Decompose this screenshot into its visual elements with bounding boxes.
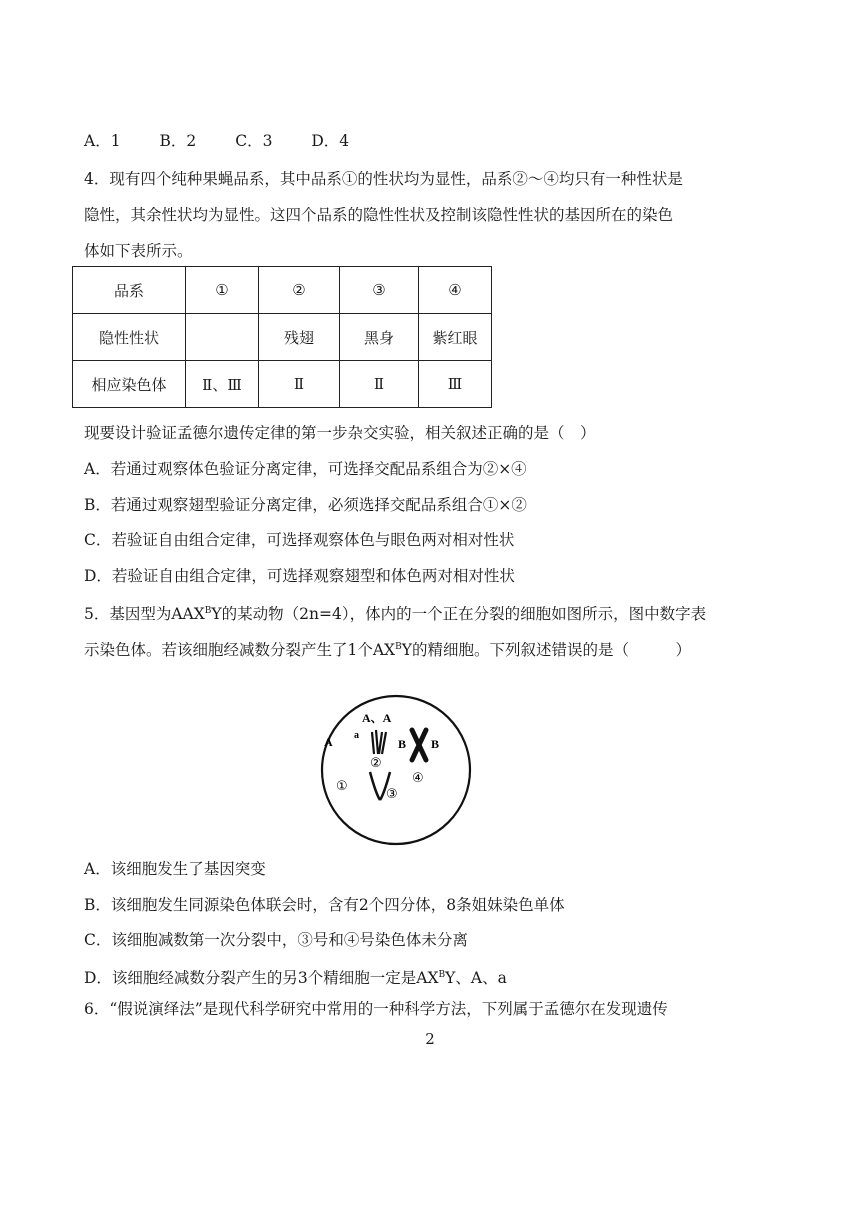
- label-small-a: a: [354, 730, 359, 741]
- table-cell: 相应染色体: [73, 361, 186, 408]
- table-cell: Ⅲ: [419, 361, 492, 408]
- q5-line2: 示染色体。若该细胞经减数分裂产生了1个$AX^BY$的精细胞。下列叙述错误的是（ ）: [84, 641, 691, 660]
- table-row: [73, 314, 492, 361]
- q4-line2: 隐性，其余性状均为显性。这四个品系的隐性性状及控制该隐性性状的基因所在的染色: [84, 206, 674, 224]
- label-a-left: A: [324, 735, 333, 749]
- table-cell: Ⅱ: [259, 361, 340, 408]
- choice-c: C．3: [235, 132, 273, 150]
- table-cell: ③: [340, 267, 419, 314]
- q4-option-c: C．若验证自由组合定律，可选择观察体色与眼色两对相对性状: [84, 531, 515, 549]
- label-4: ④: [412, 771, 424, 786]
- table-cell: 黑身: [340, 314, 419, 361]
- table-cell: ④: [419, 267, 492, 314]
- cell-diagram: [316, 690, 476, 850]
- label-3: ③: [386, 787, 398, 802]
- q6-line1: 6．“假说演绎法”是现代科学研究中常用的一种科学方法，下列属于孟德尔在发现遗传: [84, 1000, 668, 1018]
- q5-line1: 5．基因型为$AAX^BY$的某动物（2n=4），体内的一个正在分裂的细胞如图所示，图中数字表: [84, 605, 707, 624]
- choice-b: B．2: [159, 132, 197, 150]
- q3-choices: [84, 130, 820, 152]
- label-b-right: B: [431, 737, 440, 751]
- strain-table: [72, 266, 492, 408]
- table-cell: ②: [259, 267, 340, 314]
- choice-a: A．1: [84, 132, 121, 150]
- table-cell: [186, 314, 259, 361]
- choice-d: D．4: [311, 132, 350, 150]
- q4-stem: 现要设计验证孟德尔遗传定律的第一步杂交实验，相关叙述正确的是（ ）: [84, 424, 596, 442]
- q4-option-a: A．若通过观察体色验证分离定律，可选择交配品系组合为②×④: [84, 460, 527, 478]
- q4-option-b: B．若通过观察翅型验证分离定律，必须选择交配品系组合①×②: [84, 496, 527, 514]
- table-cell: Ⅱ、Ⅲ: [186, 361, 259, 408]
- table-cell: ①: [186, 267, 259, 314]
- q4-option-d: D．若验证自由组合定律，可选择观察翅型和体色两对相对性状: [84, 567, 515, 585]
- table-cell: Ⅱ: [340, 361, 419, 408]
- page-number: 2: [425, 1030, 435, 1048]
- q5-option-d: D．该细胞经减数分裂产生的另3个精细胞一定是$AX^BY$、A、a: [84, 969, 507, 988]
- q5-option-a: A．该细胞发生了基因突变: [84, 860, 266, 878]
- table-cell: 紫红眼: [419, 314, 492, 361]
- q5-option-c: C．该细胞减数第一次分裂中，③号和④号染色体未分离: [84, 931, 468, 949]
- table-cell: 隐性性状: [73, 314, 186, 361]
- chromosome-4: [412, 730, 426, 760]
- cell-membrane: [322, 696, 470, 844]
- label-top-aa: A、A: [362, 711, 392, 725]
- table-row: [73, 267, 492, 314]
- q4-line1: 4．现有四个纯种果蝇品系，其中品系①的性状均为显性，品系②～④均只有一种性状是: [84, 170, 683, 188]
- chromosome-2: [372, 730, 386, 754]
- label-2: ②: [370, 756, 382, 771]
- table-cell: 残翅: [259, 314, 340, 361]
- table-row: [73, 361, 492, 408]
- q4-line3: 体如下表所示。: [84, 242, 193, 260]
- label-b-left: B: [398, 737, 407, 751]
- q5-option-b: B．该细胞发生同源染色体联会时，含有2个四分体，8条姐妹染色单体: [84, 896, 565, 914]
- label-1: ①: [336, 779, 348, 794]
- table-cell: 品系: [73, 267, 186, 314]
